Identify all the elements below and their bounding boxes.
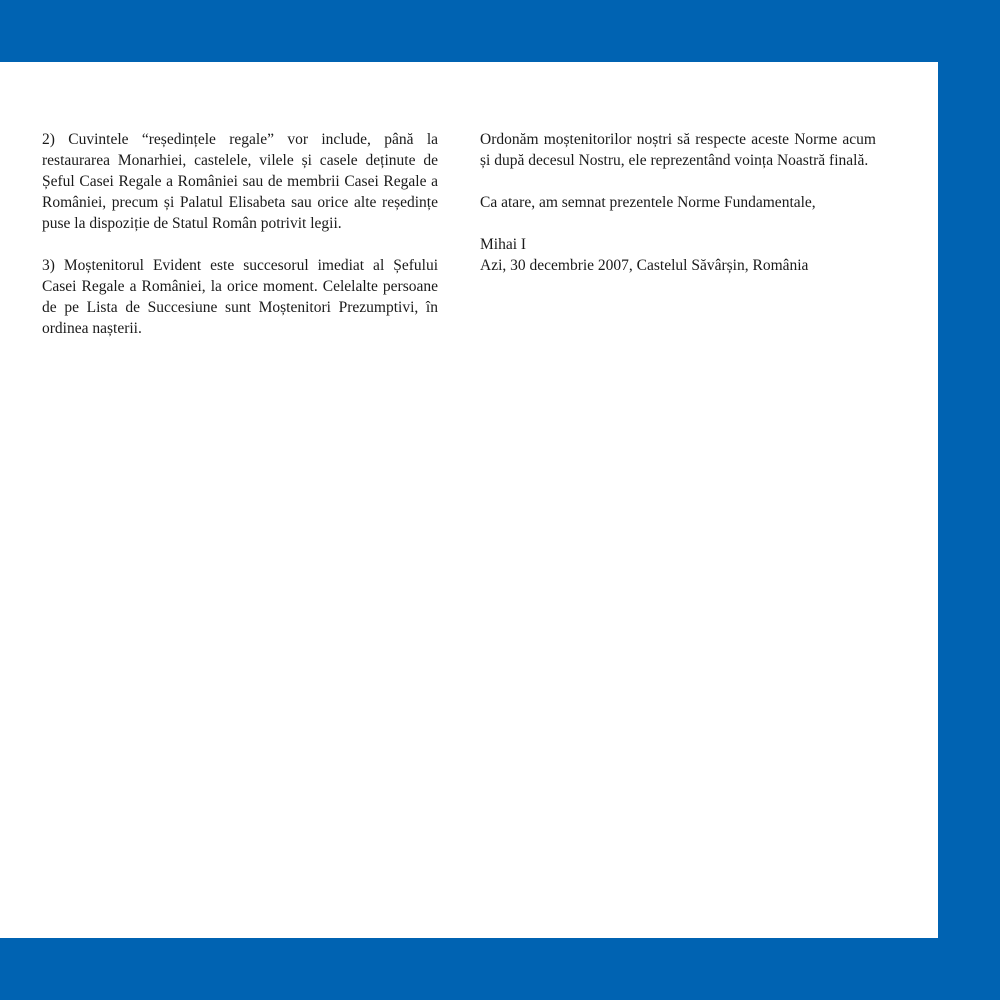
document-page bbox=[0, 62, 938, 938]
date-and-place: Azi, 30 decembrie 2007, Castelul Săvârșin, România bbox=[480, 257, 809, 274]
signature-name: Mihai I bbox=[480, 236, 527, 253]
paragraph-order-to-heirs: Ordonăm moștenitorilor noștri să respecte aceste Norme acum și după decesul Nostru, ele reprezentând voința Noastră finală. bbox=[480, 131, 876, 169]
paragraph-heir-apparent: 3) Moștenitorul Evident este succesorul imediat al Șefului Casei Regale a României, la orice moment. Celelalte persoane de pe Lista de Succesiune sunt Moștenitori Prezumptivi, în ordinea nașterii. bbox=[42, 257, 438, 337]
signing-statement: Ca atare, am semnat prezentele Norme Fundamentale, bbox=[480, 194, 816, 211]
left-text-column bbox=[42, 129, 438, 360]
right-border-band bbox=[938, 0, 1000, 1000]
bottom-border-band bbox=[0, 938, 1000, 1000]
top-border-band bbox=[0, 0, 1000, 62]
right-text-column bbox=[480, 129, 876, 276]
paragraph-royal-residences: 2) Cuvintele “reședințele regale” vor include, până la restaurarea Monarhiei, castelele, vilele și casele deținute de Șeful Casei Regale a României sau de membrii Casei Regale a României, precum și Palatul Elisabeta sau orice alte reședințe puse la dispoziție de Statul Român potrivit legii. bbox=[42, 131, 438, 232]
